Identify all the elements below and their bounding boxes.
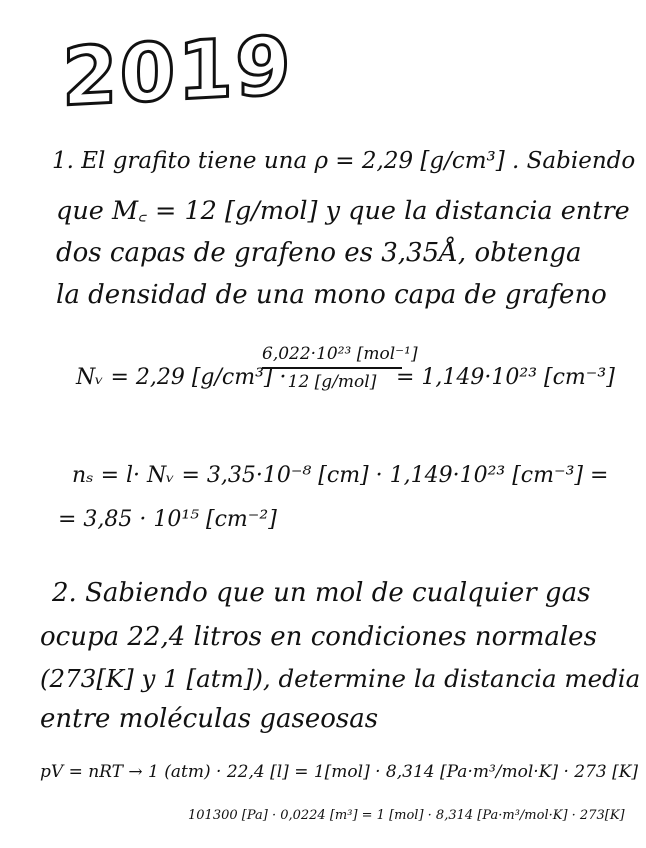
gas-law-equation-2: 101300 [Pa] · 0,0224 [m³] = 1 [mol] · 8,314 [Pa·m³/mol·K] · 273[K] xyxy=(188,808,625,823)
nv-lhs: Nᵥ = 2,29 [g/cm³] · xyxy=(76,365,287,390)
fraction-bar xyxy=(262,367,402,369)
problem2-line-1: 2. Sabiendo que un mol de cualquier gas xyxy=(52,578,591,608)
nv-fraction xyxy=(262,344,418,392)
problem1-line-3: dos capas de grafeno es 3,35Å, obtenga xyxy=(56,238,582,268)
ns-line-2: = 3,85 · 10¹⁵ [cm⁻²] xyxy=(58,507,277,532)
problem1-line-2: que M꜀ = 12 [g/mol] y que la distancia entre xyxy=(56,196,630,226)
problem2-line-2: ocupa 22,4 litros en condiciones normales xyxy=(40,622,597,652)
problem2-line-3: (273[K] y 1 [atm]), determine la distancia media xyxy=(40,664,641,693)
nv-numerator: 6,022·10²³ [mol⁻¹] xyxy=(262,344,418,364)
problem2-line-4: entre moléculas gaseosas xyxy=(40,704,379,734)
ns-line-1: nₛ = l· Nᵥ = 3,35·10⁻⁸ [cm] · 1,149·10²³ [cm⁻³] = xyxy=(72,463,609,488)
year-heading: 2019 xyxy=(62,18,293,125)
problem1-line-1: 1. El grafito tiene una ρ = 2,29 [g/cm³] . Sabiendo xyxy=(52,148,636,174)
nv-rhs: = 1,149·10²³ [cm⁻³] xyxy=(396,365,615,390)
nv-denominator: 12 [g/mol] xyxy=(287,372,377,392)
problem1-line-4: la densidad de una mono capa de grafeno xyxy=(56,280,607,310)
gas-law-equation-1: pV = nRT → 1 (atm) · 22,4 [l] = 1[mol] · 8,314 [Pa·m³/mol·K] · 273 [K] xyxy=(40,762,639,782)
